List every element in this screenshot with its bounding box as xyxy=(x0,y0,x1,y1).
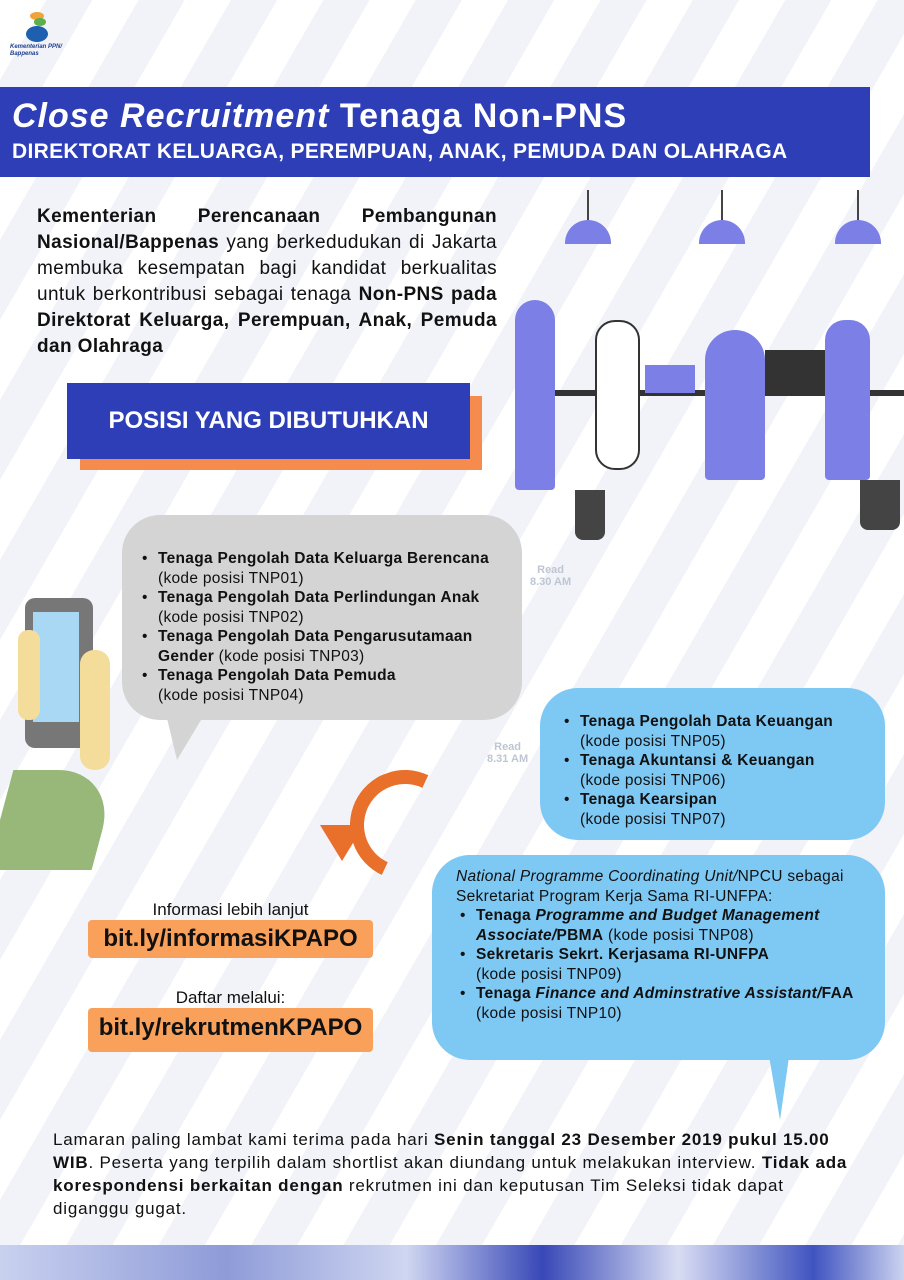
position-item: • Tenaga Pengolah Data Keluarga Berencana (kode posisi TNP01) xyxy=(138,549,504,588)
register-label: Daftar melalui: xyxy=(175,988,286,1007)
position-item: • Tenaga Pengolah Data Pengarusutamaan Gender (kode posisi TNP03) xyxy=(138,627,504,666)
plant-icon xyxy=(575,490,605,540)
person-icon xyxy=(595,320,640,470)
position-item: • Tenaga Akuntansi & Keuangan (kode posisi TNP06) xyxy=(560,751,875,790)
read-receipt: Read 8.30 AM xyxy=(530,564,572,588)
bappenas-logo xyxy=(10,10,70,58)
position-item: • Tenaga Kearsipan (kode posisi TNP07) xyxy=(560,790,875,829)
monitor-icon xyxy=(765,350,825,390)
curved-arrow-icon xyxy=(320,770,440,870)
register-link[interactable]: bit.ly/rekrutmenKPAPO xyxy=(88,1008,373,1052)
header-banner xyxy=(0,87,870,177)
lamp-icon xyxy=(565,220,611,244)
plant-icon xyxy=(860,480,900,530)
laptop-icon xyxy=(645,365,695,393)
person-icon xyxy=(825,320,870,480)
read-receipt: Read 8.31 AM xyxy=(487,741,529,765)
position-item: • Tenaga Pengolah Data Pemuda (kode posisi TNP04) xyxy=(138,666,504,705)
office-illustration xyxy=(505,190,904,550)
info-link[interactable]: bit.ly/informasiKPAPO xyxy=(88,920,373,958)
deadline-note: Lamaran paling lambat kami terima pada hari Senin tanggal 23 Desember 2019 pukul 15.00 WIB. Peserta yang terpilih dalam shortlist akan diundang untuk melakukan interview. Tidak ada korespondensi berkaitan dengan rekrutmen ini dan keputusan Tim Seleksi tidak dapat diganggu gugat. xyxy=(53,1130,848,1218)
position-item: • Tenaga Finance and Adminstrative Assistant/FAA (kode posisi TNP10) xyxy=(456,984,875,1023)
chat-bubble-grey xyxy=(122,515,522,720)
position-item: • Tenaga Pengolah Data Keuangan (kode posisi TNP05) xyxy=(560,712,875,751)
info-label: Informasi lebih lanjut xyxy=(152,900,309,919)
page-title: Close Recruitment Tenaga Non-PNS xyxy=(12,97,628,135)
position-item: • Tenaga Programme and Budget Management Associate/PBMA (kode posisi TNP08) xyxy=(456,906,875,945)
position-item: • Tenaga Pengolah Data Perlindungan Anak (kode posisi TNP02) xyxy=(138,588,504,627)
person-icon xyxy=(705,330,765,480)
intro-paragraph: Kementerian Perencanaan Pembangunan Nasional/Bappenas yang berkedudukan di Jakarta membuka kesempatan bagi kandidat berkualitas untuk berkontribusi sebagai tenaga Non-PNS pada Direktorat Keluarga, Perempuan, Anak, Pemuda dan Olahraga xyxy=(37,206,497,357)
lamp-icon xyxy=(699,220,745,244)
position-item: • Sekretaris Sekrt. Kerjasama RI-UNFPA (kode posisi TNP09) xyxy=(456,945,875,984)
lamp-icon xyxy=(835,220,881,244)
person-icon xyxy=(515,300,555,490)
npcu-intro: National Programme Coordinating Unit/NPCU sebagai Sekretariat Program Kerja Sama RI-UNFPA: xyxy=(456,868,844,905)
hand-phone-illustration xyxy=(0,590,130,880)
logo-mark-icon xyxy=(24,10,50,44)
positions-heading: POSISI YANG DIBUTUHKAN xyxy=(67,383,470,459)
chat-bubble-npcu xyxy=(432,855,885,1060)
arm-icon xyxy=(0,770,118,870)
decorative-footer-strip xyxy=(0,1245,904,1280)
chat-bubble-blue xyxy=(540,688,885,840)
logo-text: Kementerian PPN/ Bappenas xyxy=(10,44,63,57)
page-subtitle: DIREKTORAT KELUARGA, PEREMPUAN, ANAK, PEMUDA DAN OLAHRAGA xyxy=(12,140,788,163)
